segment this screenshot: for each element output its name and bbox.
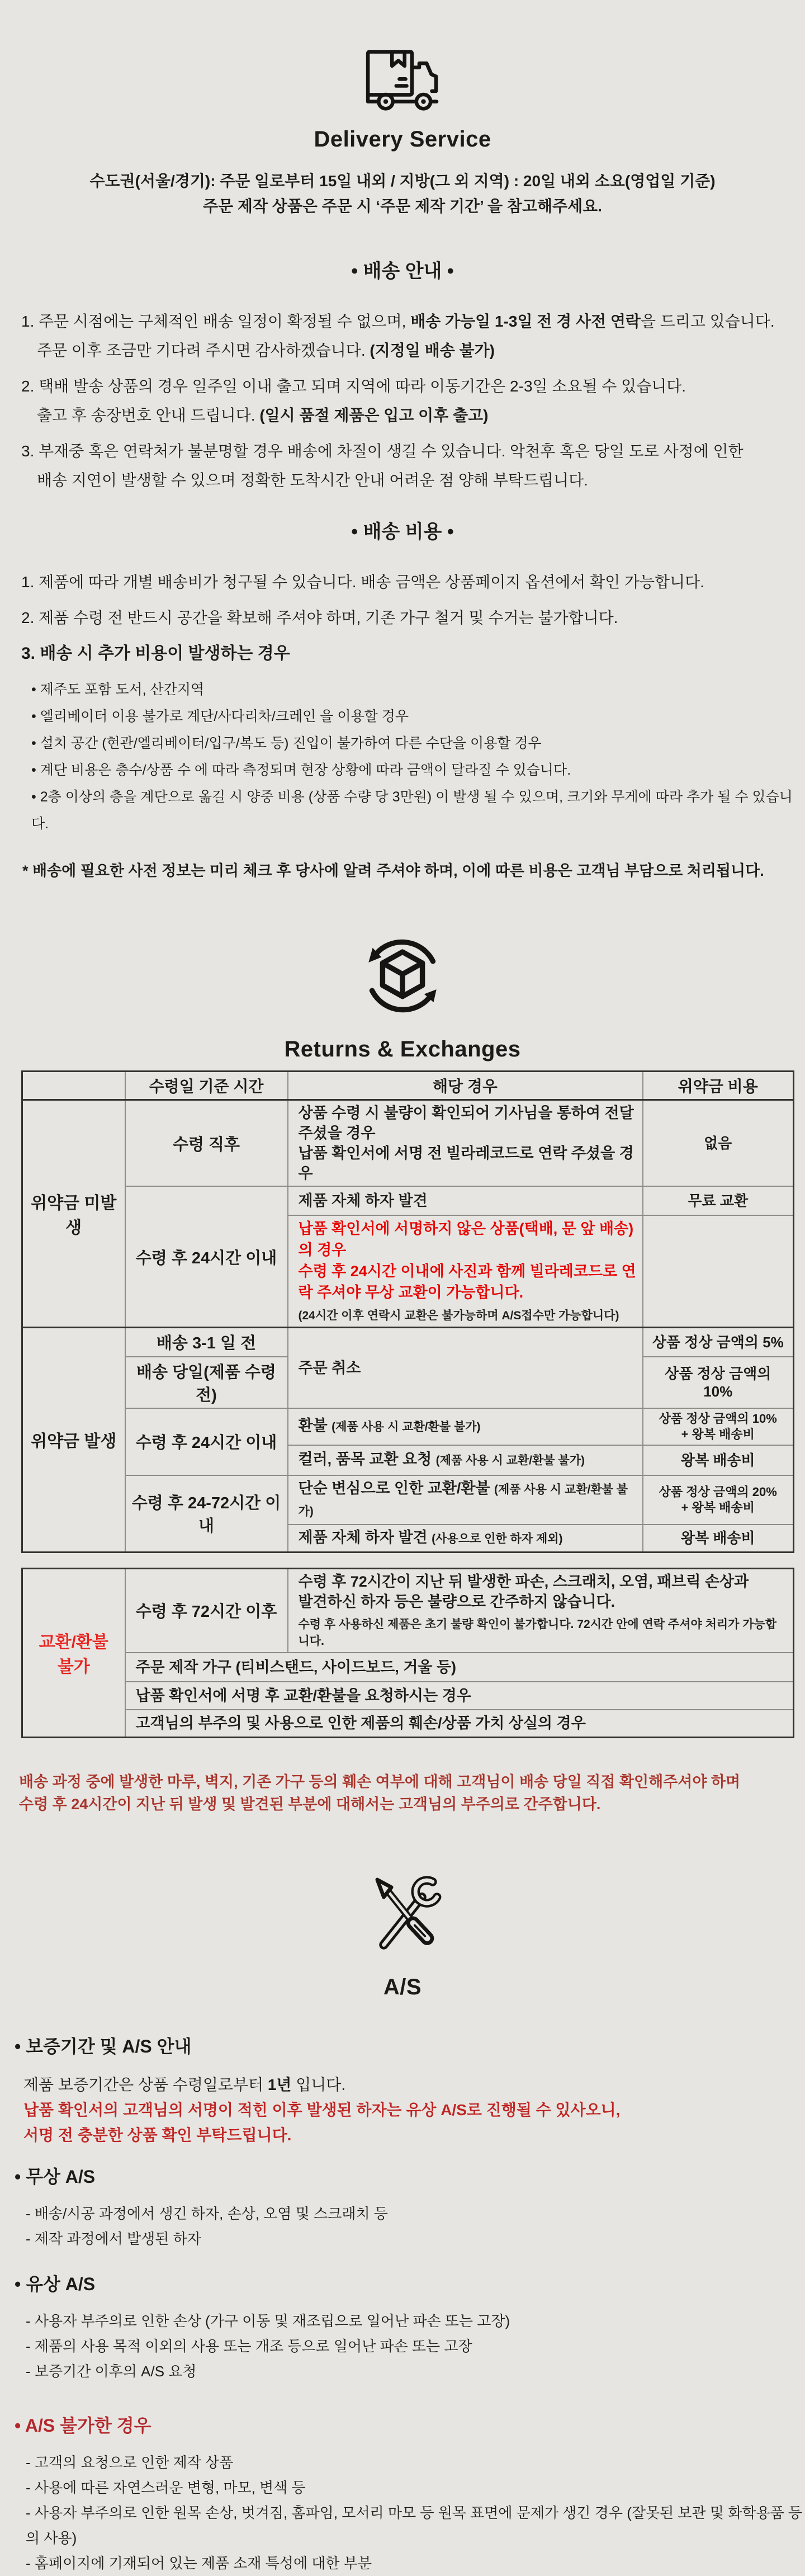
denied-as-list (26, 2450, 805, 2576)
table-row (22, 1475, 794, 1525)
warranty-heading: • 보증기간 및 A/S 안내 (15, 2036, 192, 2056)
case-cell-warning (288, 1215, 643, 1328)
warranty-red-line1: 납품 확인서의 고객님의 서명이 적힌 이후 발생된 하자는 유상 A/S로 진행될 수 있사오니, (23, 2101, 621, 2119)
shipping-cost-item-3: 3. 배송 시 추가 비용이 발생하는 경우 (21, 644, 290, 663)
table-row (22, 1710, 794, 1738)
case-cell: 납품 확인서에 서명 후 교환/환불을 요청하시는 경우 (125, 1682, 794, 1710)
delivery-title: Delivery Service (314, 127, 491, 152)
cost-bullet: • 엘리베이터 이용 불가로 계단/사다리차/크레인 을 이용할 경우 (31, 709, 409, 724)
notice-2-line2-pre: 출고 후 송장번호 안내 드립니다. (37, 407, 260, 424)
case-cell: 고객님의 부주의 및 사용으로 인한 제품의 훼손/상품 가치 상실의 경우 (125, 1710, 794, 1738)
case-note: (24시간 이후 연락시 교환은 불가능하며 A/S접수만 가능합니다) (298, 1309, 619, 1322)
warning-line2: 수령 후 24시간이 지난 뒤 발생 및 발견된 부분에 대해서는 고객님의 부주의로 간주합니다. (19, 1796, 601, 1813)
tools-icon (357, 1869, 449, 1964)
fee-cell: 상품 정상 금액의 10% (643, 1357, 794, 1408)
notice-2-line1: 2. 택배 발송 상품의 경우 일주일 이내 출고 되며 지역에 따라 이동기간은 2-3일 소요될 수 있습니다. (21, 378, 686, 395)
shipping-notice-item-1 (21, 307, 805, 365)
table-row (22, 1100, 794, 1187)
delivery-subtitle-line1: 수도권(서울/경기): 주문 일로부터 15일 내외 / 지방(그 외 지역) : 20일 내외 소요(영업일 기준) (89, 172, 716, 190)
penalty-table (21, 1070, 794, 1553)
shipping-cost-note: * 배송에 필요한 사전 정보는 미리 체크 후 당사에 알려 주셔야 하며, 이에 따른 비용은 고객님 부담으로 처리됩니다. (22, 862, 764, 879)
list-item: - 보증기간 이후의 A/S 요청 (26, 2363, 197, 2380)
fee-cell: 없음 (643, 1100, 794, 1187)
paid-as-heading: • 유상 A/S (15, 2274, 96, 2294)
case-cell: 컬러, 품목 교환 요청 (제품 사용 시 교환/환불 불가) (288, 1445, 643, 1475)
table-row (22, 1186, 794, 1215)
fee-cell-empty (643, 1215, 794, 1328)
time-cell: 수령 후 24-72시간 이내 (125, 1475, 288, 1553)
warranty-red-line2: 서명 전 충분한 상품 확인 부탁드립니다. (23, 2126, 292, 2144)
warning-line1: 배송 과정 중에 발생한 마루, 벽지, 기존 가구 등의 훼손 여부에 대해 고객님이 배송 당일 직접 확인해주셔야 하며 (19, 1773, 741, 1790)
case-cell: 상품 수령 시 불량이 확인되어 기사님을 통하여 전달 주셨을 경우 납품 확인서에 서명 전 빌라레코드로 연락 주셨을 경우 (288, 1100, 643, 1187)
shipping-cost-item-2: 2. 제품 수령 전 반드시 공간을 확보해 주셔야 하며, 기존 가구 철거 및 수거는 불가합니다. (21, 609, 618, 626)
case-cell: 단순 변심으로 인한 교환/환불 (제품 사용 시 교환/환불 불가) (288, 1475, 643, 1525)
table-row (22, 1653, 794, 1682)
time-cell: 수령 후 72시간 이후 (125, 1568, 288, 1653)
case-cell: 주문 취소 (288, 1328, 643, 1408)
group-no-exchange-cell: 교환/환불 불가 (22, 1568, 125, 1738)
notice-1-line1-pre: 1. 주문 시점에는 구체적인 배송 일정이 확정될 수 없으며, (21, 313, 411, 330)
notice-1-line2-bold: (지정일 배송 불가) (370, 342, 495, 359)
case-note: (제품 사용 시 교환/환불 불가) (298, 1483, 628, 1518)
case-cell: 제품 자체 하자 발견 (사용으로 인한 하자 제외) (288, 1525, 643, 1553)
delivery-subtitle (0, 168, 805, 219)
list-item: - 배송/시공 과정에서 생긴 하자, 손상, 오염 및 스크래치 등 (26, 2205, 388, 2222)
warranty-pre: 제품 보증기간은 상품 수령일로부터 (23, 2076, 268, 2093)
group-no-penalty-cell: 위약금 미발생 (22, 1100, 125, 1328)
notice-3-line2: 배송 지연이 발생할 수 있으며 정확한 도착시간 안내 어려운 점 양해 부탁드립니다. (37, 471, 588, 489)
free-as-list (26, 2201, 805, 2252)
time-cell: 배송 3-1 일 전 (125, 1328, 288, 1357)
notice-1-line2-pre: 주문 이후 조금만 기다려 주시면 감사하겠습니다. (37, 342, 370, 359)
free-as-heading: • 무상 A/S (15, 2167, 96, 2187)
delivery-damage-warning (19, 1771, 805, 1815)
cost-bullet: • 제주도 포함 도서, 산간지역 (31, 682, 205, 697)
notice-3-line1: 3. 부재중 혹은 연락처가 불분명할 경우 배송에 차질이 생길 수 있습니다. 악천후 혹은 당일 도로 사정에 인한 (21, 442, 744, 460)
shipping-cost-item-1: 1. 제품에 따라 개별 배송비가 청구될 수 있습니다. 배송 금액은 상품페이지 옵션에서 확인 가능합니다. (21, 573, 704, 591)
delivery-section-icon-wrap (0, 48, 805, 116)
returns-cycle-icon (353, 926, 452, 1026)
table-row (22, 1328, 794, 1357)
case-note: (제품 사용 시 교환/환불 불가) (332, 1421, 481, 1433)
denied-as-heading: • A/S 불가한 경우 (15, 2415, 151, 2436)
red-warning-line: 수령 후 24시간 이내에 사진과 함께 빌라레코드로 연락 주셔야 무상 교환이 가능합니다. (298, 1263, 636, 1301)
warranty-body (23, 2072, 805, 2148)
case-note: (사용으로 인한 하자 제외) (432, 1532, 563, 1545)
case-note: (제품 사용 시 교환/환불 불가) (435, 1454, 585, 1467)
notice-2-line2-bold: (일시 품절 제품은 입고 이후 출고) (259, 407, 489, 424)
header-time-cell: 수령일 기준 시간 (125, 1072, 288, 1100)
list-item: - 제작 과정에서 발생된 하자 (26, 2230, 201, 2247)
table-row (22, 1568, 794, 1653)
time-cell: 수령 직후 (125, 1100, 288, 1187)
penalty-table-header-row (22, 1072, 794, 1100)
warranty-bold: 1년 (267, 2076, 292, 2093)
list-item: - 사용에 따른 자연스러운 변형, 마모, 변색 등 (26, 2479, 306, 2496)
truck-icon (361, 48, 444, 116)
delivery-subtitle-line2: 주문 제작 상품은 주문 시 ‘주문 제작 기간’ 을 참고해주세요. (203, 197, 602, 215)
shipping-notice-item-3 (21, 437, 805, 495)
fee-cell: 무료 교환 (643, 1186, 794, 1215)
as-section-icon-wrap (0, 1869, 805, 1964)
table-row (22, 1408, 794, 1445)
warranty-post: 입니다. (291, 2076, 346, 2093)
fee-cell: 왕복 배송비 (643, 1525, 794, 1553)
no-exchange-table (21, 1568, 794, 1739)
shipping-notice-heading: • 배송 안내 • (351, 261, 454, 282)
as-title: A/S (383, 1975, 422, 1999)
time-cell: 배송 당일(제품 수령 전) (125, 1357, 288, 1408)
shipping-cost-bullet-list (31, 676, 805, 837)
fee-cell: 상품 정상 금액의 10% + 왕복 배송비 (643, 1408, 794, 1445)
cost-bullet: • 계단 비용은 층수/상품 수 에 따라 측정되며 현장 상황에 따라 금액이 달라질 수 있습니다. (31, 762, 571, 778)
header-fee-cell: 위약금 비용 (643, 1072, 794, 1100)
returns-section-icon-wrap (0, 926, 805, 1026)
list-item: - 고객의 요청으로 인한 제작 상품 (26, 2454, 234, 2471)
notice-1-line1-bold: 배송 가능일 1-3일 전 경 사전 연락 (410, 313, 641, 330)
paid-as-list (26, 2309, 805, 2384)
table-row (22, 1682, 794, 1710)
time-cell: 수령 후 24시간 이내 (125, 1186, 288, 1328)
time-cell: 수령 후 24시간 이내 (125, 1408, 288, 1475)
case-cell: 수령 후 72시간이 지난 뒤 발생한 파손, 스크래치, 오염, 패브릭 손상과 발견하신 하자 등은 불량으로 간주하지 않습니다. 수령 후 사용하신 제품은 초기 불량 확인이 불가합니다. 72시간 안에 연락 주셔야 처리가 가능합니다. (288, 1568, 794, 1653)
shipping-notice-item-2 (21, 372, 805, 430)
case-cell: 환불 (제품 사용 시 교환/환불 불가) (288, 1408, 643, 1445)
fee-cell: 상품 정상 금액의 20% + 왕복 배송비 (643, 1475, 794, 1525)
list-item: - 사용자 부주의로 인한 손상 (가구 이동 및 재조립으로 일어난 파손 또는 고장) (26, 2313, 510, 2329)
header-case-cell: 해당 경우 (288, 1072, 643, 1100)
cost-bullet: • 설치 공간 (현관/엘리베이터/입구/복도 등) 진입이 불가하여 다른 수단을 이용할 경우 (31, 735, 542, 751)
red-warning-line: 납품 확인서에 서명하지 않은 상품(택배, 문 앞 배송)의 경우 (298, 1220, 634, 1258)
fee-cell: 왕복 배송비 (643, 1445, 794, 1475)
shipping-cost-heading: • 배송 비용 • (351, 521, 454, 542)
fee-cell: 상품 정상 금액의 5% (643, 1328, 794, 1357)
header-empty-cell (22, 1072, 125, 1100)
group-penalty-cell: 위약금 발생 (22, 1328, 125, 1553)
list-item: - 홈페이지에 기재되어 있는 제품 소재 특성에 대한 부분 (26, 2555, 372, 2572)
notice-1-line1-post: 을 드리고 있습니다. (640, 313, 775, 330)
cost-bullet: • 2층 이상의 층을 계단으로 옮길 시 양중 비용 (상품 수량 당 3만원) 이 발생 될 수 있으며, 크기와 무게에 따라 추가 될 수 있습니다. (31, 789, 793, 832)
case-note: 수령 후 사용하신 제품은 초기 불량 확인이 불가합니다. 72시간 안에 연락 주셔야 처리가 가능합니다. (298, 1617, 777, 1648)
list-item: - 제품의 사용 목적 이외의 사용 또는 개조 등으로 일어난 파손 또는 고장 (26, 2338, 472, 2355)
case-cell: 주문 제작 가구 (티비스탠드, 사이드보드, 거울 등) (125, 1653, 794, 1682)
case-cell: 제품 자체 하자 발견 (288, 1186, 643, 1215)
returns-title: Returns & Exchanges (284, 1037, 521, 1061)
list-item: - 사용자 부주의로 인한 원목 손상, 벗겨짐, 홈파임, 모서리 마모 등 원목 표면에 문제가 생긴 경우 (잘못된 보관 및 화학용품 등의 사용) (26, 2504, 803, 2546)
